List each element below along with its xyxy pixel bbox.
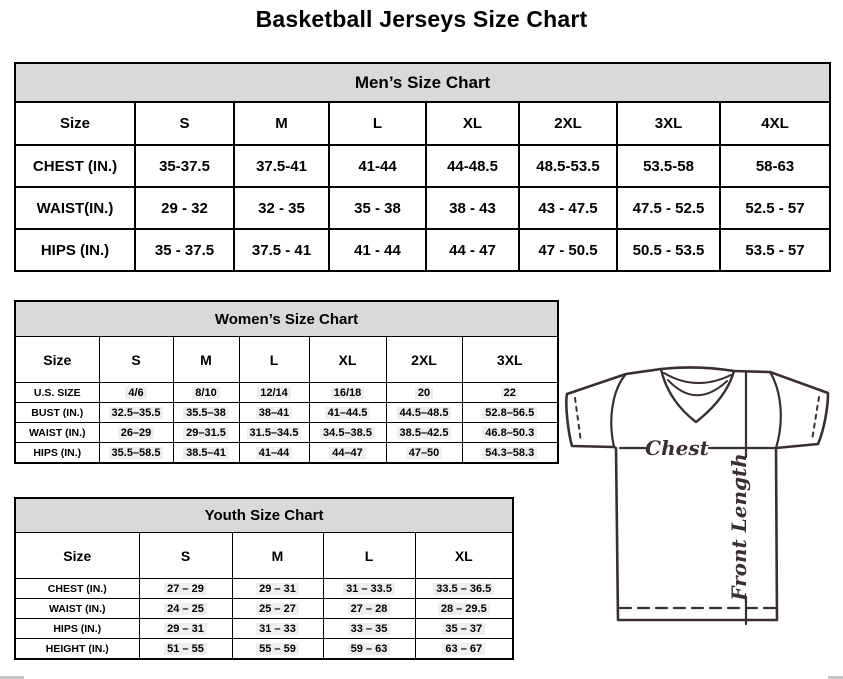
men-table-row xyxy=(15,145,830,187)
men-col-header-2xl: 2XL xyxy=(519,102,617,145)
men-size-value: 44 - 47 xyxy=(449,241,496,259)
youth-size-value: 33.5 – 36.5 xyxy=(433,583,494,595)
youth-table-row xyxy=(15,639,513,660)
youth-row-label: WAIST (IN.) xyxy=(15,599,139,619)
men-size-value: 52.5 - 57 xyxy=(745,199,805,217)
women-size-value-cell xyxy=(99,403,173,423)
men-size-value-cell xyxy=(617,187,720,229)
women-size-value-cell xyxy=(239,443,309,464)
women-size-value-cell xyxy=(309,443,386,464)
youth-size-value: 24 – 25 xyxy=(164,603,207,615)
men-size-value-cell xyxy=(519,229,617,271)
men-size-value-cell xyxy=(135,145,234,187)
women-size-value: 34.5–38.5 xyxy=(320,427,375,439)
men-size-value-cell xyxy=(720,145,830,187)
youth-size-value: 51 – 55 xyxy=(164,643,207,655)
women-size-value-cell xyxy=(386,423,462,443)
men-size-value-cell xyxy=(426,187,519,229)
women-size-value-cell xyxy=(309,383,386,403)
youth-size-value-cell xyxy=(232,619,323,639)
men-size-value: 50.5 - 53.5 xyxy=(632,241,705,259)
women-size-value: 52.8–56.5 xyxy=(482,407,537,419)
youth-table-row xyxy=(15,579,513,599)
men-col-header-s: S xyxy=(135,102,234,145)
women-size-value-cell xyxy=(239,383,309,403)
women-col-header-m: M xyxy=(173,337,239,383)
youth-size-value: 29 – 31 xyxy=(256,583,299,595)
youth-col-header-size: Size xyxy=(15,533,139,579)
women-col-header-l: L xyxy=(239,337,309,383)
women-size-value-cell xyxy=(386,383,462,403)
men-table-title: Men’s Size Chart xyxy=(15,63,830,102)
women-size-value: 41–44.5 xyxy=(325,407,371,419)
men-size-value: 41 - 44 xyxy=(354,241,401,259)
men-size-value-cell xyxy=(234,229,329,271)
youth-size-value-cell xyxy=(139,599,232,619)
men-size-value-cell xyxy=(234,187,329,229)
men-col-header-4xl: 4XL xyxy=(720,102,830,145)
youth-size-value-cell xyxy=(415,639,513,660)
youth-col-header-l: L xyxy=(323,533,415,579)
women-size-value-cell xyxy=(386,403,462,423)
women-col-header-xl: XL xyxy=(309,337,386,383)
women-size-value: 29–31.5 xyxy=(183,427,229,439)
men-table-row xyxy=(15,187,830,229)
youth-row-label: HEIGHT (IN.) xyxy=(15,639,139,660)
men-col-header-xl: XL xyxy=(426,102,519,145)
men-size-value: 37.5-41 xyxy=(256,157,307,175)
youth-table-row xyxy=(15,599,513,619)
women-size-value: 38.5–42.5 xyxy=(397,427,452,439)
men-table-row xyxy=(15,229,830,271)
women-table-row xyxy=(15,403,558,423)
women-size-value-cell xyxy=(309,403,386,423)
women-size-value: 12/14 xyxy=(257,387,291,399)
youth-size-value-cell xyxy=(139,579,232,599)
men-col-header-3xl: 3XL xyxy=(617,102,720,145)
youth-size-value: 29 – 31 xyxy=(164,623,207,635)
men-size-value-cell xyxy=(617,229,720,271)
women-size-value: 44.5–48.5 xyxy=(397,407,452,419)
women-size-value-cell xyxy=(99,423,173,443)
women-size-value-cell xyxy=(173,383,239,403)
youth-size-value: 35 – 37 xyxy=(442,623,485,635)
women-size-value: 54.3–58.3 xyxy=(482,447,537,459)
youth-size-value: 55 – 59 xyxy=(256,643,299,655)
youth-size-value: 59 – 63 xyxy=(348,643,391,655)
youth-col-header-m: M xyxy=(232,533,323,579)
men-size-value-cell xyxy=(519,145,617,187)
youth-size-value: 31 – 33 xyxy=(256,623,299,635)
women-size-value-cell xyxy=(99,443,173,464)
youth-table-title: Youth Size Chart xyxy=(15,498,513,533)
women-row-label: BUST (IN.) xyxy=(15,403,99,423)
women-size-value-cell xyxy=(386,443,462,464)
men-size-value: 58-63 xyxy=(755,157,795,175)
women-size-value: 38.5–41 xyxy=(183,447,229,459)
youth-size-value-cell xyxy=(323,579,415,599)
jersey-measurement-diagram xyxy=(556,360,842,672)
men-size-value-cell xyxy=(234,145,329,187)
youth-size-value: 28 – 29.5 xyxy=(438,603,490,615)
women-col-header-s: S xyxy=(99,337,173,383)
men-col-header-l: L xyxy=(329,102,426,145)
women-size-value-cell xyxy=(462,403,558,423)
youth-size-value-cell xyxy=(323,639,415,660)
women-size-value: 47–50 xyxy=(406,447,443,459)
women-size-value-cell xyxy=(462,423,558,443)
jersey-outline xyxy=(566,367,828,620)
women-size-value: 22 xyxy=(501,387,519,399)
men-row-label: CHEST (IN.) xyxy=(15,145,135,187)
women-size-value: 38–41 xyxy=(256,407,293,419)
women-size-value-cell xyxy=(309,423,386,443)
men-size-value: 35 - 38 xyxy=(354,199,401,217)
women-size-value: 26–29 xyxy=(118,427,155,439)
youth-size-value-cell xyxy=(415,579,513,599)
women-table-row xyxy=(15,423,558,443)
youth-table-row xyxy=(15,619,513,639)
women-size-value: 16/18 xyxy=(331,387,365,399)
youth-size-value: 63 – 67 xyxy=(442,643,485,655)
youth-size-value-cell xyxy=(323,599,415,619)
men-size-value: 47.5 - 52.5 xyxy=(632,199,705,217)
men-row-label: WAIST(IN.) xyxy=(15,187,135,229)
women-size-value: 46.8–50.3 xyxy=(482,427,537,439)
youth-row-label: CHEST (IN.) xyxy=(15,579,139,599)
men-size-value-cell xyxy=(135,229,234,271)
youth-col-header-s: S xyxy=(139,533,232,579)
men-size-value-cell xyxy=(329,229,426,271)
men-size-value-cell xyxy=(617,145,720,187)
youth-size-value: 27 – 28 xyxy=(348,603,391,615)
men-size-value: 37.5 - 41 xyxy=(251,241,312,259)
youth-size-value-cell xyxy=(139,639,232,660)
front-length-label: Front Length xyxy=(727,453,751,601)
women-size-value-cell xyxy=(99,383,173,403)
women-size-value: 32.5–35.5 xyxy=(109,407,164,419)
women-col-header-3xl: 3XL xyxy=(462,337,558,383)
men-col-header-m: M xyxy=(234,102,329,145)
women-size-value: 31.5–34.5 xyxy=(247,427,302,439)
women-size-value: 41–44 xyxy=(256,447,293,459)
youth-size-value: 33 – 35 xyxy=(348,623,391,635)
men-size-value: 44-48.5 xyxy=(447,157,498,175)
men-size-value: 53.5 - 57 xyxy=(745,241,805,259)
youth-col-header-xl: XL xyxy=(415,533,513,579)
men-size-value: 41-44 xyxy=(358,157,397,175)
youth-row-label: HIPS (IN.) xyxy=(15,619,139,639)
women-row-label: WAIST (IN.) xyxy=(15,423,99,443)
men-size-value: 38 - 43 xyxy=(449,199,496,217)
youth-size-value: 25 – 27 xyxy=(256,603,299,615)
men-size-value-cell xyxy=(329,145,426,187)
men-size-value: 47 - 50.5 xyxy=(538,241,598,259)
women-table-row xyxy=(15,443,558,464)
men-col-header-size: Size xyxy=(15,102,135,145)
youth-size-value-cell xyxy=(415,619,513,639)
women-table-title: Women’s Size Chart xyxy=(15,301,558,337)
youth-size-value: 31 – 33.5 xyxy=(343,583,395,595)
women-size-value-cell xyxy=(173,423,239,443)
womens-size-chart-table xyxy=(14,300,559,464)
chest-label: Chest xyxy=(645,436,709,460)
women-size-value-cell xyxy=(239,423,309,443)
men-size-value: 35-37.5 xyxy=(159,157,210,175)
women-row-label: HIPS (IN.) xyxy=(15,443,99,464)
youth-size-chart-table xyxy=(14,497,514,660)
women-table-row xyxy=(15,383,558,403)
women-row-label: U.S. SIZE xyxy=(15,383,99,403)
women-size-value-cell xyxy=(462,383,558,403)
youth-size-value: 27 – 29 xyxy=(164,583,207,595)
men-size-value-cell xyxy=(329,187,426,229)
men-size-value-cell xyxy=(720,187,830,229)
mens-size-chart-table xyxy=(14,62,831,272)
men-size-value: 43 - 47.5 xyxy=(538,199,598,217)
youth-size-value-cell xyxy=(139,619,232,639)
men-size-value-cell xyxy=(426,229,519,271)
men-size-value-cell xyxy=(426,145,519,187)
women-col-header-size: Size xyxy=(15,337,99,383)
youth-size-value-cell xyxy=(323,619,415,639)
women-col-header-2xl: 2XL xyxy=(386,337,462,383)
women-size-value-cell xyxy=(239,403,309,423)
women-size-value-cell xyxy=(173,403,239,423)
page-title: Basketball Jerseys Size Chart xyxy=(255,6,588,32)
men-size-value: 32 - 35 xyxy=(258,199,305,217)
men-row-label: HIPS (IN.) xyxy=(15,229,135,271)
men-size-value: 35 - 37.5 xyxy=(154,241,215,259)
women-size-value: 35.5–38 xyxy=(183,407,229,419)
women-size-value-cell xyxy=(462,443,558,464)
men-size-value: 48.5-53.5 xyxy=(536,157,600,175)
youth-size-value-cell xyxy=(232,599,323,619)
men-size-value-cell xyxy=(135,187,234,229)
women-size-value: 35.5–58.5 xyxy=(109,447,164,459)
men-size-value: 29 - 32 xyxy=(161,199,208,217)
youth-size-value-cell xyxy=(415,599,513,619)
men-size-value-cell xyxy=(519,187,617,229)
women-size-value: 20 xyxy=(415,387,433,399)
women-size-value: 4/6 xyxy=(125,387,146,399)
women-size-value-cell xyxy=(173,443,239,464)
youth-size-value-cell xyxy=(232,579,323,599)
youth-size-value-cell xyxy=(232,639,323,660)
women-size-value: 8/10 xyxy=(192,387,219,399)
men-size-value-cell xyxy=(720,229,830,271)
women-size-value: 44–47 xyxy=(329,447,366,459)
men-size-value: 53.5-58 xyxy=(643,157,694,175)
